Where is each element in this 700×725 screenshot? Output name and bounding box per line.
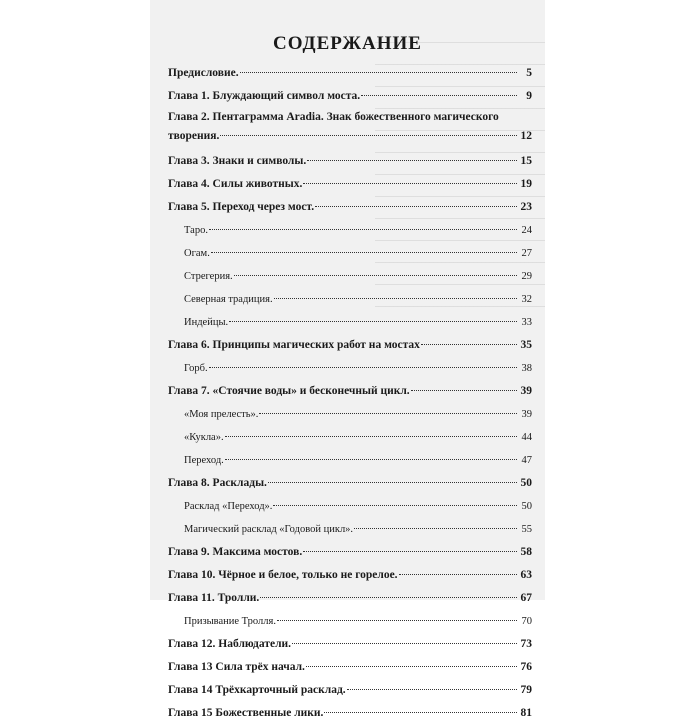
- toc-dot-leader: [225, 459, 517, 460]
- toc-dot-leader: [260, 597, 517, 598]
- toc-page-number: 67: [520, 592, 532, 604]
- toc-dot-leader: [274, 298, 517, 299]
- toc-entry-title: Глава 14 Трёхкарточный расклад.: [168, 684, 346, 696]
- toc-page-number: 12: [520, 130, 532, 142]
- toc-page-number: 73: [520, 638, 532, 650]
- toc-entry: [168, 518, 532, 541]
- toc-entry: [168, 242, 532, 265]
- toc-page-number: 39: [521, 409, 532, 420]
- toc-page-number: 27: [521, 248, 532, 259]
- toc-page-number: 38: [521, 363, 532, 374]
- toc-dot-leader: [273, 505, 517, 506]
- toc-entry: [168, 380, 532, 403]
- toc-entry-title: «Кукла».: [184, 432, 224, 443]
- toc-entry: [168, 610, 532, 633]
- toc-dot-leader: [399, 574, 517, 575]
- toc-entry-title: Расклад «Переход».: [184, 501, 273, 512]
- toc-page-number: 50: [521, 501, 532, 512]
- toc-page-number: 23: [520, 201, 532, 213]
- toc-entry-title: Глава 2. Пентаграмма Aradia. Знак божественного магического: [168, 111, 499, 123]
- toc-entry: [168, 702, 532, 725]
- toc-entry-title: творения.: [168, 130, 220, 142]
- toc-entry-title: Огам.: [184, 248, 210, 259]
- toc-dot-leader: [259, 413, 517, 414]
- toc-entry: [168, 62, 532, 85]
- toc-page-number: 15: [520, 155, 532, 167]
- toc-entry: [168, 541, 532, 564]
- toc-dot-leader: [303, 183, 517, 184]
- toc-entry: [168, 126, 532, 150]
- toc-entry: [168, 311, 532, 334]
- toc-page-number: 47: [521, 455, 532, 466]
- toc-dot-leader: [306, 666, 517, 667]
- toc-dot-leader: [225, 436, 517, 437]
- toc-entry-title: Предисловие.: [168, 67, 239, 79]
- toc-dot-leader: [315, 206, 517, 207]
- toc-entry: [168, 656, 532, 679]
- toc-entry: [168, 403, 532, 426]
- toc-dot-leader: [354, 528, 517, 529]
- toc-entry-title: Глава 3. Знаки и символы.: [168, 155, 307, 167]
- toc-entry: [168, 679, 532, 702]
- toc-entry-title: Глава 15 Божественные лики.: [168, 707, 324, 719]
- toc-entry: [168, 495, 532, 518]
- toc-page-number: 19: [520, 178, 532, 190]
- toc-dot-leader: [303, 551, 517, 552]
- toc-page-number: 70: [521, 616, 532, 627]
- toc-entry: [168, 426, 532, 449]
- toc-dot-leader: [347, 689, 517, 690]
- toc-entry: [168, 265, 532, 288]
- page-title: СОДЕРЖАНИЕ: [273, 32, 422, 54]
- toc-dot-leader: [292, 643, 517, 644]
- toc-entry: [168, 85, 532, 108]
- toc-entry-title: Глава 10. Чёрное и белое, только не горелое.: [168, 569, 398, 581]
- toc-page-number: 29: [521, 271, 532, 282]
- toc-page-number: 35: [520, 339, 532, 351]
- toc-entry-title: Глава 13 Сила трёх начал.: [168, 661, 305, 673]
- toc-dot-leader: [361, 95, 517, 96]
- toc-page-number: 81: [520, 707, 532, 719]
- toc-entry-title: Северная традиция.: [184, 294, 273, 305]
- toc-entry: [168, 108, 532, 126]
- toc-entry: [168, 150, 532, 173]
- toc-dot-leader: [209, 367, 517, 368]
- toc-entry-title: Магический расклад «Годовой цикл».: [184, 524, 354, 535]
- toc-entry-title: Глава 11. Тролли.: [168, 592, 260, 604]
- toc-entry: [168, 564, 532, 587]
- toc-entry-title: Глава 4. Силы животных.: [168, 178, 303, 190]
- toc-entry: [168, 288, 532, 311]
- toc-entry-title: Горб.: [184, 363, 208, 374]
- toc-entry-title: Глава 6. Принципы магических работ на мостах: [168, 339, 420, 351]
- toc-entry: [168, 587, 532, 610]
- toc-dot-leader: [234, 275, 517, 276]
- toc-page-number: 5: [526, 67, 532, 79]
- toc-dot-leader: [421, 344, 517, 345]
- toc-page-number: 32: [521, 294, 532, 305]
- toc-entry: [168, 357, 532, 380]
- toc-dot-leader: [229, 321, 517, 322]
- toc-page-number: 79: [520, 684, 532, 696]
- toc-entry-title: Стрегерия.: [184, 271, 233, 282]
- toc-page-number: 44: [521, 432, 532, 443]
- toc-page-number: 9: [526, 90, 532, 102]
- toc-dot-leader: [209, 229, 517, 230]
- toc-entry-title: Глава 1. Блуждающий символ моста.: [168, 90, 361, 102]
- toc-dot-leader: [220, 135, 517, 136]
- table-of-contents: [168, 62, 532, 725]
- toc-page-number: 24: [521, 225, 532, 236]
- toc-dot-leader: [211, 252, 517, 253]
- toc-entry-title: Глава 5. Переход через мост.: [168, 201, 315, 213]
- toc-page-number: 33: [521, 317, 532, 328]
- toc-page-number: 50: [520, 477, 532, 489]
- toc-dot-leader: [411, 390, 517, 391]
- toc-entry: [168, 173, 532, 196]
- toc-entry-title: Индейцы.: [184, 317, 229, 328]
- toc-dot-leader: [307, 160, 517, 161]
- toc-entry-title: Глава 8. Расклады.: [168, 477, 267, 489]
- toc-page-number: 63: [520, 569, 532, 581]
- toc-entry-title: Глава 12. Наблюдатели.: [168, 638, 292, 650]
- toc-entry: [168, 219, 532, 242]
- toc-entry-title: Призывание Тролля.: [184, 616, 276, 627]
- toc-page-number: 58: [520, 546, 532, 558]
- toc-page-number: 39: [520, 385, 532, 397]
- toc-entry-title: Глава 7. «Стоячие воды» и бесконечный цикл.: [168, 385, 410, 397]
- toc-entry-title: Глава 9. Максима мостов.: [168, 546, 303, 558]
- toc-entry: [168, 633, 532, 656]
- toc-entry-title: Таро.: [184, 225, 208, 236]
- toc-dot-leader: [277, 620, 517, 621]
- toc-dot-leader: [324, 712, 517, 713]
- toc-entry: [168, 472, 532, 495]
- toc-dot-leader: [240, 72, 517, 73]
- toc-entry: [168, 449, 532, 472]
- toc-page-number: 55: [521, 524, 532, 535]
- toc-entry-title: «Моя прелесть».: [184, 409, 259, 420]
- toc-entry-title: Переход.: [184, 455, 224, 466]
- toc-entry: [168, 334, 532, 357]
- toc-entry: [168, 196, 532, 219]
- toc-dot-leader: [268, 482, 517, 483]
- toc-page-number: 76: [520, 661, 532, 673]
